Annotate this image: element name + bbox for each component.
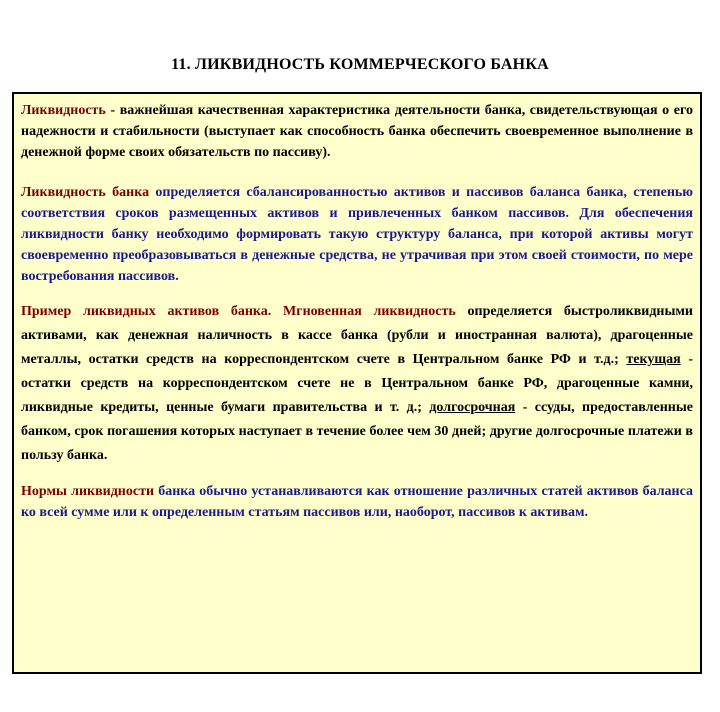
text-run: банка обычно устанавливаются как отношение различных статей активов баланса ко всей сумме или к определенным статьям пассивов или, наоборот, пассивов к активам. xyxy=(21,484,693,520)
text-run: определяется сбалансированностью активов и пассивов баланса банка, степенью соответствия сроков размещенных активов и привлеченных банком пассивов. Для обеспечения ликвидности банку необходимо формировать такую структуру баланса, при которой активы могут своевременно преобразовываться в денежные средства, не утрачивая при этом своей стоимости, по мере востребования пассивов. xyxy=(21,185,693,284)
text-run: Нормы ликвидности xyxy=(21,484,155,499)
text-run: долгосрочная xyxy=(429,400,516,415)
text-run: Ликвидность банка xyxy=(21,185,150,200)
paragraph-liquidity-norms xyxy=(21,481,693,523)
text-run: определяется быстроликвидными активами, как денежная наличность в кассе банка (рубли и иностранная валюта), драгоценные металлы, остатки средств на корреспондентском счете в Центральном банке РФ и т.д.; xyxy=(21,304,693,367)
slide-title: 11. ЛИКВИДНОСТЬ КОММЕРЧЕСКОГО БАНКА xyxy=(171,56,549,73)
paragraph-liquid-assets xyxy=(21,300,693,468)
text-run: Пример ликвидных активов банка. Мгновенная ликвидность xyxy=(21,304,456,319)
text-run: - ссуды, предоставленные банком, срок погашения которых наступает в течение более чем 30 дней; другие долгосрочные платежи в пользу банка. xyxy=(21,400,693,463)
text-run: текущая xyxy=(626,352,681,367)
paragraph-bank-liquidity xyxy=(21,182,693,287)
content-box xyxy=(12,92,702,674)
paragraph-definition xyxy=(21,100,693,163)
text-run: - остатки средств на корреспондентском счете не в Центральном банке РФ, драгоценные камни, ликвидные кредиты, ценные бумаги правительства и т. д.; xyxy=(21,352,693,415)
text-run: - важнейшая качественная характеристика деятельности банка, свидетельствующая о его надежности и стабильности (выступает как способность банка обеспечить своевременное выполнение в денежной форме своих обязательств по пассиву). xyxy=(21,103,693,160)
text-run: Ликвидность xyxy=(21,103,106,118)
